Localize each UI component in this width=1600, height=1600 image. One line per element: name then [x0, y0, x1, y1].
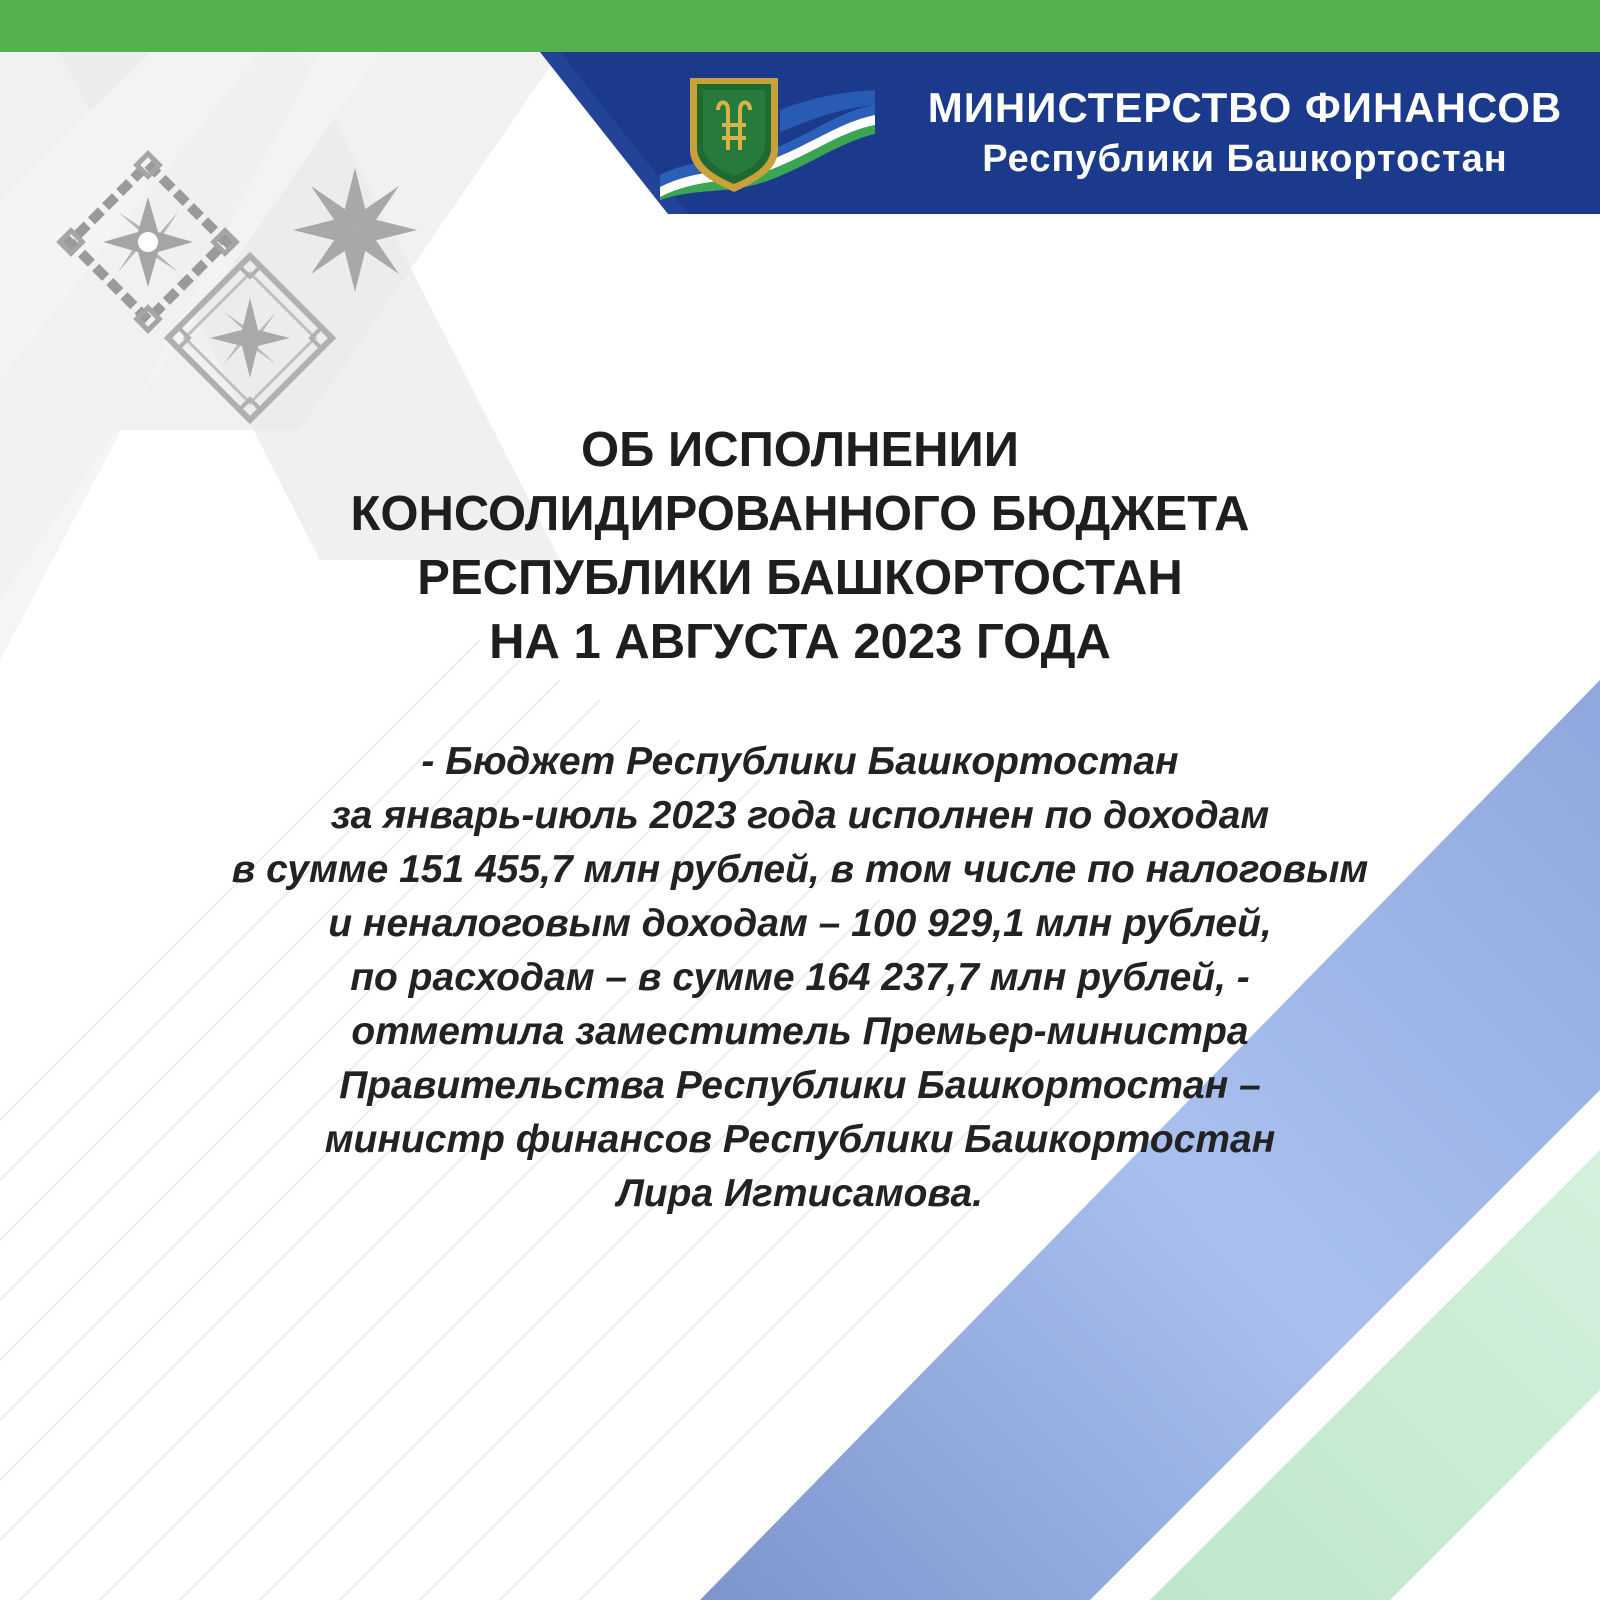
statement-line: - Бюджет Республики Башкортостан	[421, 740, 1179, 783]
statement-text	[100, 735, 1500, 1221]
headline-line: КОНСОЛИДИРОВАННОГО БЮДЖЕТА	[350, 487, 1250, 541]
statement-line: за январь-июль 2023 года исполнен по доходам	[330, 794, 1270, 837]
statement-line: по расходам – в сумме 164 237,7 млн рублей, -	[350, 956, 1250, 999]
statement-line: Правительства Республики Башкортостан –	[339, 1064, 1261, 1107]
ministry-title-line1: МИНИСТЕРСТВО ФИНАНСОВ	[927, 84, 1563, 131]
statement-line: министр финансов Республики Башкортостан	[324, 1118, 1276, 1161]
headline	[150, 418, 1450, 674]
statement-line: Лира Игтисамова.	[617, 1172, 983, 1215]
statement-line: отметила заместитель Премьер-министра	[351, 1010, 1249, 1053]
headline-line: НА 1 АВГУСТА 2023 ГОДА	[489, 615, 1111, 669]
ornament-diamond-star-icon	[60, 154, 237, 331]
headline-line: РЕСПУБЛИКИ БАШКОРТОСТАН	[417, 551, 1183, 605]
top-green-bar	[0, 0, 1600, 52]
ornament-star-icon	[293, 168, 417, 292]
ministry-title	[925, 82, 1565, 184]
statement-line: в сумме 151 455,7 млн рублей, в том числе по налоговым	[231, 848, 1369, 891]
headline-line: ОБ ИСПОЛНЕНИИ	[581, 423, 1019, 477]
bashkir-ornament-icon	[0, 150, 460, 450]
ministry-emblem-icon	[660, 70, 900, 200]
statement-line: и неналоговым доходам – 100 929,1 млн рублей,	[328, 902, 1272, 945]
ministry-title-line2: Республики Башкортостан	[982, 138, 1508, 180]
